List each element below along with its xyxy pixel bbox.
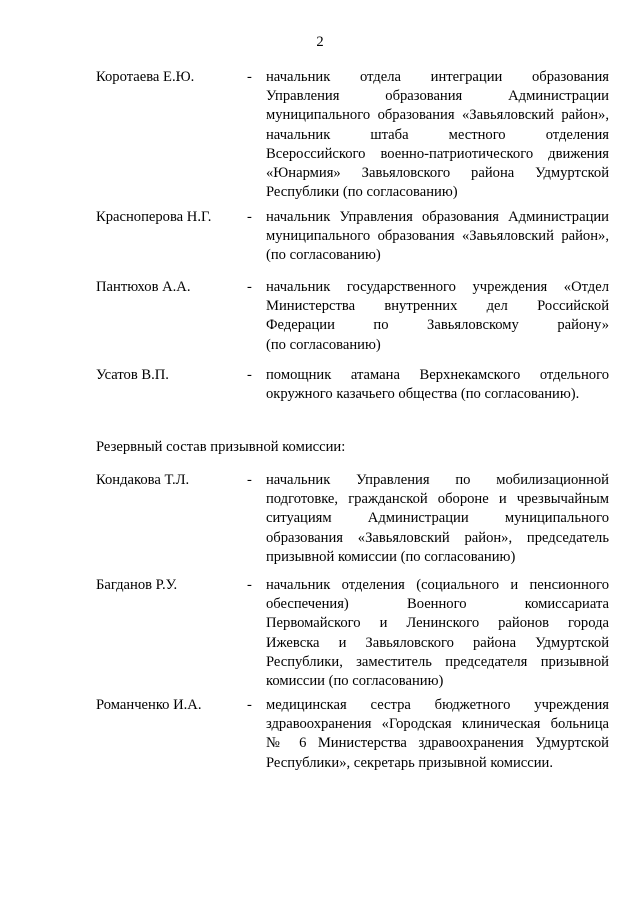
description-line: Республики», секретарь призывной комиссии. (266, 754, 554, 771)
description-line: муниципального образования «Завьяловский район», (266, 228, 609, 245)
description-line: ситуациям Администрации муниципального (266, 510, 609, 527)
description-line: подготовке, гражданской обороне и чрезвычайным (266, 491, 609, 508)
description-line: Всероссийского военно-патриотического движения (266, 145, 609, 162)
member-description (266, 278, 609, 355)
member-description (266, 696, 609, 773)
dash-separator: - (247, 367, 252, 383)
description-line: Министерства внутренних дел Российской (266, 298, 609, 315)
description-line: Управления образования Администрации (266, 88, 609, 105)
description-line: Ижевска и Завьяловского района Удмуртской (266, 634, 609, 651)
description-line: (по согласованию) (266, 247, 381, 264)
description-line: № 6 Министерства здравоохранения Удмуртской (266, 735, 609, 752)
member-description (266, 576, 609, 691)
member-description (266, 68, 609, 202)
member-name: Романченко И.А. (96, 697, 202, 713)
description-line: здравоохранения «Городская клиническая больница (266, 716, 609, 733)
description-line: Первомайского и Ленинского районов города (266, 615, 609, 632)
member-description (266, 471, 609, 567)
description-line: начальник Управления по мобилизационной (266, 472, 609, 488)
description-line: Республики (по согласованию) (266, 184, 458, 201)
description-line: начальник отдела интеграции образования (266, 69, 609, 85)
description-line: образования «Завьяловский район», председатель (266, 529, 609, 546)
description-line: призывной комиссии (по согласованию) (266, 548, 516, 565)
member-name: Красноперова Н.Г. (96, 209, 212, 225)
description-line: Республики, заместитель председателя призывной (266, 653, 609, 670)
member-name: Кондакова Т.Л. (96, 472, 190, 488)
member-name: Коротаева Е.Ю. (96, 69, 195, 85)
description-line: начальник отделения (социального и пенсионного (266, 577, 609, 593)
description-line: обеспечения) Военного комиссариата (266, 596, 609, 613)
description-line: помощник атамана Верхнекамского отдельного (266, 367, 609, 383)
page-number: 2 (316, 34, 324, 50)
member-description (266, 208, 609, 266)
description-line: Федерации по Завьяловскому району» (266, 317, 609, 334)
dash-separator: - (247, 209, 252, 225)
member-name: Усатов В.П. (96, 367, 169, 383)
reserve-section-title: Резервный состав призывной комиссии: (96, 439, 346, 455)
dash-separator: - (247, 472, 252, 488)
description-line: комиссии (по согласованию) (266, 673, 444, 690)
description-line: «Юнармия» Завьяловского района Удмуртской (266, 165, 609, 182)
description-line: окружного казачьего общества (по согласованию). (266, 386, 580, 403)
member-name: Багданов Р.У. (96, 577, 178, 593)
description-line: начальник штаба местного отделения (266, 126, 609, 143)
dash-separator: - (247, 577, 252, 593)
member-description (266, 366, 609, 404)
member-name: Пантюхов А.А. (96, 279, 191, 295)
description-line: муниципального образования «Завьяловский район», (266, 107, 609, 124)
description-line: (по согласованию) (266, 336, 381, 353)
dash-separator: - (247, 279, 252, 295)
description-line: медицинская сестра бюджетного учреждения (266, 697, 609, 713)
description-line: начальник Управления образования Администрации (266, 209, 609, 225)
description-line: начальник государственного учреждения «Отдел (266, 279, 609, 295)
dash-separator: - (247, 69, 252, 85)
dash-separator: - (247, 697, 252, 713)
